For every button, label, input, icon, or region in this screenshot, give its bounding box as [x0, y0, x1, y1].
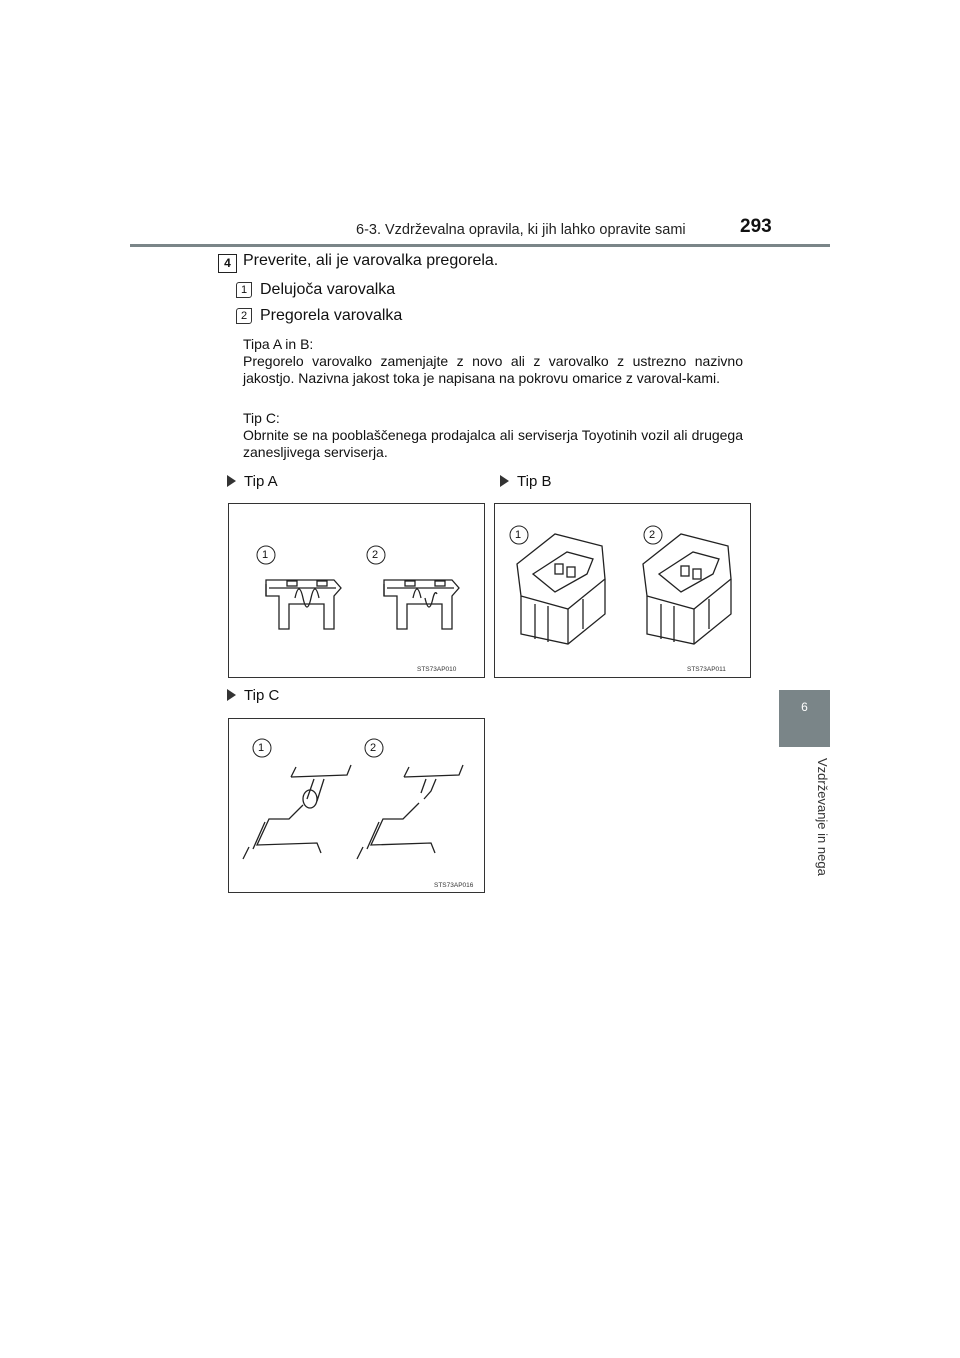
- section-title: 6-3. Vzdrževalna opravila, ki jih lahko opravite sami: [356, 222, 686, 238]
- note-body: Obrnite se na pooblaščenega prodajalca ali serviserja Toyotinih vozil ali drugega zanesljivega serviserja.: [243, 427, 743, 460]
- chapter-number: 6: [801, 700, 808, 714]
- note-body: Pregorelo varovalko zamenjajte z novo ali z varovalko z ustrezno nazivno jakostjo. Nazivna jakost toka je napisana na pokrovu omarice z varoval-kami.: [243, 353, 743, 386]
- note-heading: Tip C:: [243, 410, 280, 426]
- figure-tip-b: [494, 503, 751, 678]
- chapter-tab: [779, 690, 830, 747]
- blade-fuse-illustration: [229, 504, 486, 679]
- triangle-arrow-icon: [500, 475, 509, 487]
- tip-c-label: Tip C: [227, 687, 279, 704]
- header-rule: [130, 244, 830, 247]
- figure-label-1: 1: [258, 742, 265, 754]
- item-text: Delujoča varovalka: [260, 281, 396, 298]
- tip-b-label: Tip B: [500, 473, 551, 490]
- item-text: Pregorela varovalka: [260, 307, 403, 324]
- fusible-link-illustration: [229, 719, 486, 894]
- figure-label-2: 2: [649, 529, 656, 541]
- figure-label-1: 1: [262, 549, 269, 561]
- item-number-badge: 2: [236, 308, 252, 324]
- triangle-arrow-icon: [227, 689, 236, 701]
- note-heading: Tipa A in B:: [243, 336, 314, 352]
- step-number-badge: 4: [218, 254, 237, 273]
- step-text: Preverite, ali je varovalka pregorela.: [243, 252, 499, 269]
- figure-label-1: 1: [515, 529, 522, 541]
- triangle-arrow-icon: [227, 475, 236, 487]
- figure-tip-c: [228, 718, 485, 893]
- tip-a-label: Tip A: [227, 473, 278, 490]
- figure-tip-a: [228, 503, 485, 678]
- chapter-label: Vzdrževanje in nega: [815, 758, 830, 876]
- figure-code: STS73AP016: [434, 882, 474, 889]
- page-number: 293: [740, 216, 772, 237]
- note-types-a-b: [243, 336, 743, 387]
- cartridge-fuse-illustration: [495, 504, 752, 679]
- item-number-badge: 1: [236, 282, 252, 298]
- note-type-c: [243, 410, 743, 461]
- figure-code: STS73AP011: [687, 666, 726, 673]
- figure-label-2: 2: [372, 549, 379, 561]
- figure-code: STS73AP010: [417, 666, 457, 673]
- figure-label-2: 2: [370, 742, 377, 754]
